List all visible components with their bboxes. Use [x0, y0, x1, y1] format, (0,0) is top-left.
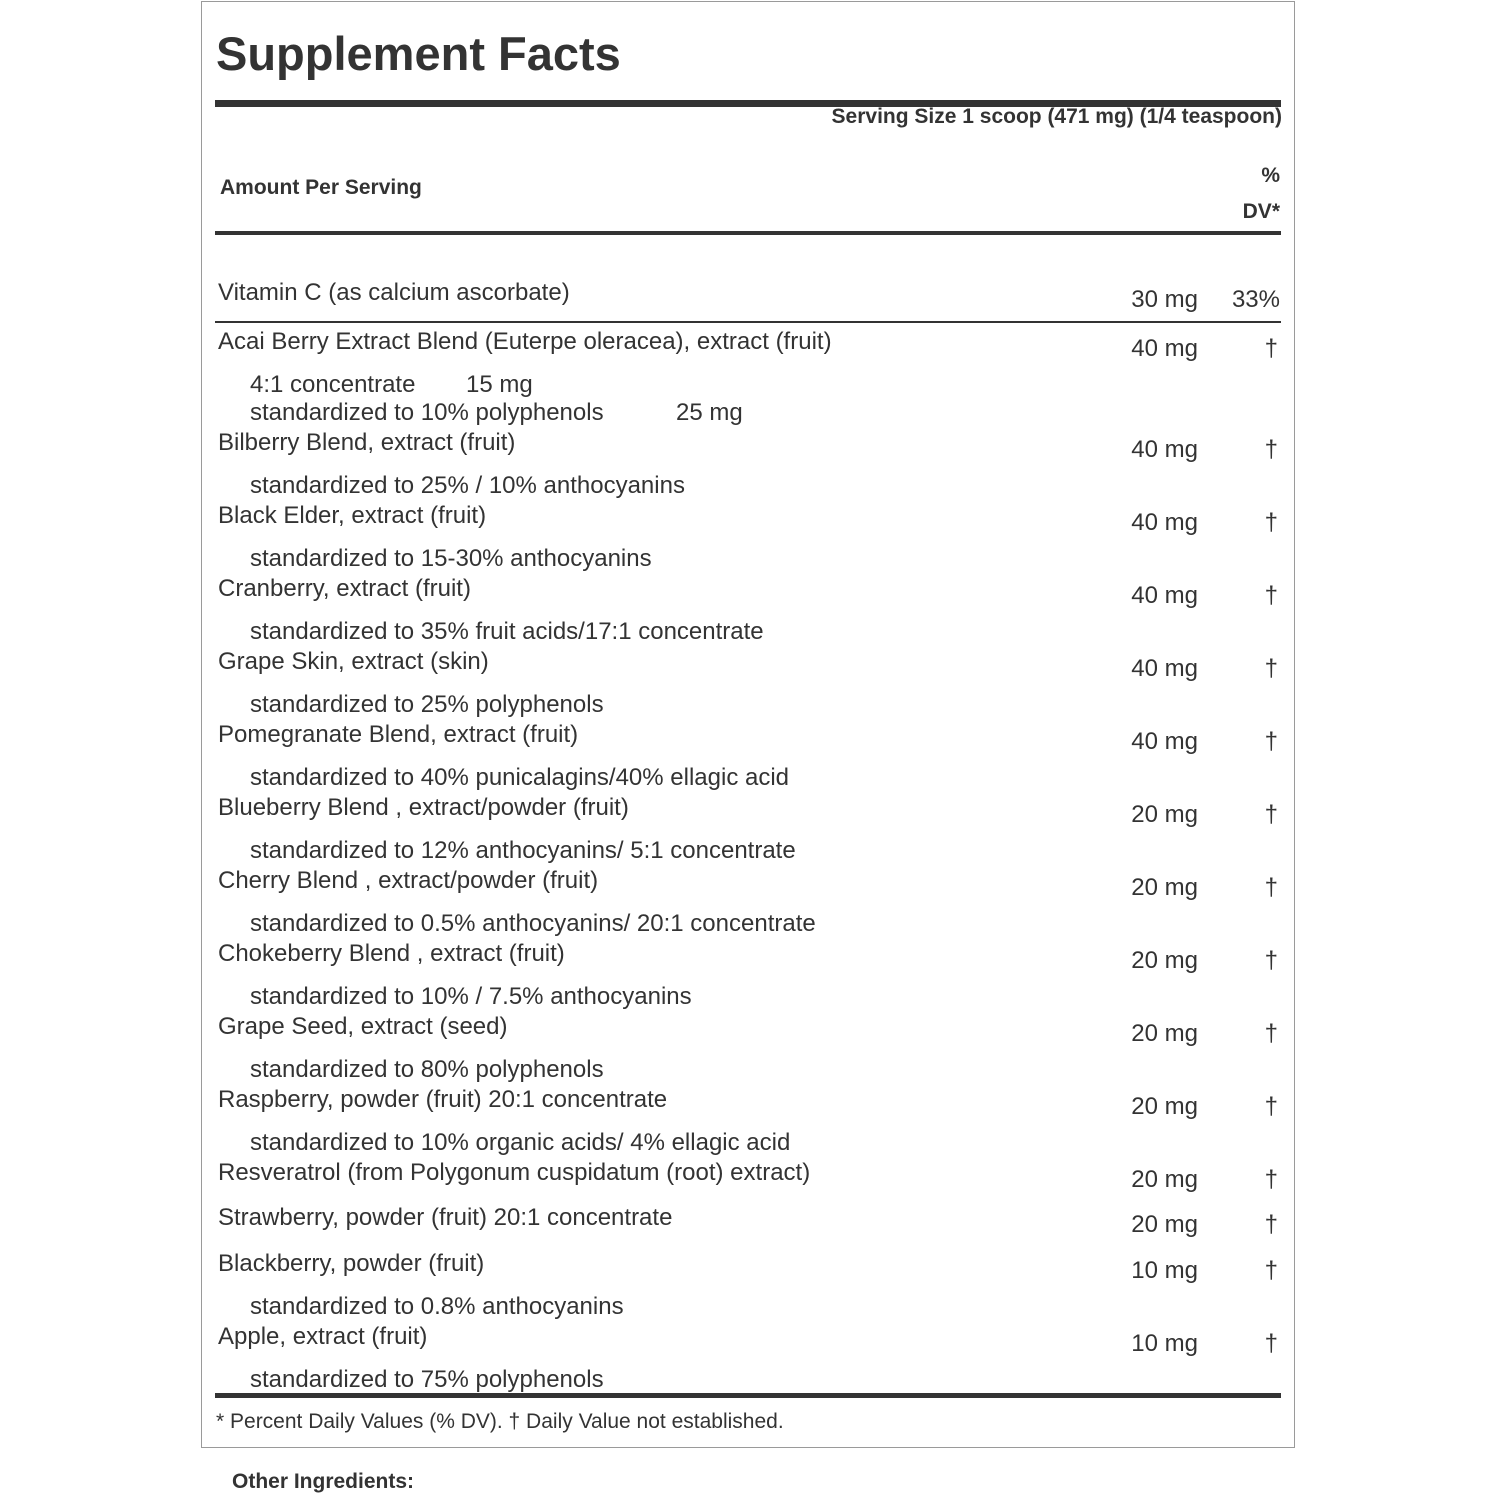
ingredient-note: standardized to 15-30% anthocyanins: [250, 545, 652, 572]
dv-header-percent: %: [1261, 164, 1280, 187]
ingredient-note: standardized to 25% / 10% anthocyanins: [250, 472, 685, 499]
ingredient-note: standardized to 25% polyphenols: [250, 691, 604, 718]
other-ingredients-label: Other Ingredients:: [232, 1470, 415, 1493]
ingredient-name: Cherry Blend , extract/powder (fruit): [218, 867, 599, 894]
dagger-icon: †: [1264, 1257, 1278, 1284]
amount-per-serving-label: Amount Per Serving: [220, 176, 422, 199]
ingredient-amount: 10 mg: [1131, 1257, 1198, 1284]
ingredient-note: standardized to 75% polyphenols: [250, 1366, 604, 1393]
dagger-icon: †: [1264, 1330, 1278, 1357]
dagger-icon: †: [1264, 1093, 1278, 1120]
ingredient-amount: 40 mg: [1131, 436, 1198, 463]
ingredient-amount-vitamin-c: 30 mg: [1131, 286, 1198, 313]
ingredient-name: Cranberry, extract (fruit): [218, 575, 471, 602]
dagger-icon: †: [1264, 509, 1278, 536]
ingredient-name: Resveratrol (from Polygonum cuspidatum (root) extract): [218, 1159, 811, 1186]
ingredient-name: Chokeberry Blend , extract (fruit): [218, 940, 565, 967]
ingredient-note: standardized to 0.8% anthocyanins: [250, 1293, 624, 1320]
ingredient-note: standardized to 80% polyphenols: [250, 1056, 604, 1083]
ingredient-amount: 40 mg: [1131, 728, 1198, 755]
ingredient-name: Raspberry, powder (fruit) 20:1 concentrate: [218, 1086, 668, 1113]
ingredient-name: Apple, extract (fruit): [218, 1323, 428, 1350]
vitamin-divider-rule: [215, 321, 1281, 323]
dagger-icon: †: [1264, 874, 1278, 901]
ingredient-note: standardized to 35% fruit acids/17:1 concentrate: [250, 618, 764, 645]
ingredient-amount: 40 mg: [1131, 582, 1198, 609]
dagger-icon: †: [1264, 1020, 1278, 1047]
daily-value-header: [1243, 158, 1280, 230]
ingredient-amount: 20 mg: [1131, 947, 1198, 974]
dagger-icon: †: [1264, 436, 1278, 463]
ingredient-note: standardized to 0.5% anthocyanins/ 20:1 concentrate: [250, 910, 816, 937]
ingredient-name: Grape Skin, extract (skin): [218, 648, 489, 675]
ingredient-dv-vitamin-c: 33%: [1231, 286, 1280, 313]
label-title: Supplement Facts: [216, 27, 621, 80]
dagger-icon: †: [1264, 335, 1278, 362]
ingredient-name: Bilberry Blend, extract (fruit): [218, 429, 516, 456]
ingredient-amount: 20 mg: [1131, 1166, 1198, 1193]
acai-sub-label-2: standardized to 10% polyphenols: [250, 399, 604, 426]
ingredient-amount: 20 mg: [1131, 1211, 1198, 1238]
footnote: * Percent Daily Values (% DV). † Daily Value not established.: [216, 1410, 784, 1433]
ingredient-amount: 20 mg: [1131, 1020, 1198, 1047]
ingredient-note: standardized to 10% organic acids/ 4% ellagic acid: [250, 1129, 791, 1156]
ingredient-name: Blackberry, powder (fruit): [218, 1250, 485, 1277]
ingredient-amount: 40 mg: [1131, 509, 1198, 536]
dagger-icon: †: [1264, 582, 1278, 609]
ingredient-amount: 20 mg: [1131, 1093, 1198, 1120]
dagger-icon: †: [1264, 947, 1278, 974]
ingredient-name-vitamin-c: Vitamin C (as calcium ascorbate): [218, 279, 570, 306]
ingredient-name: Blueberry Blend , extract/powder (fruit): [218, 794, 629, 821]
dagger-icon: †: [1264, 655, 1278, 682]
ingredient-name: Pomegranate Blend, extract (fruit): [218, 721, 579, 748]
dagger-icon: †: [1264, 801, 1278, 828]
dagger-icon: †: [1264, 1211, 1278, 1238]
dv-header-dv: DV*: [1242, 200, 1280, 223]
header-rule: [215, 231, 1281, 235]
bottom-thick-rule: [215, 1393, 1281, 1398]
ingredient-amount-acai: 40 mg: [1131, 335, 1198, 362]
ingredient-amount: 20 mg: [1131, 801, 1198, 828]
ingredient-name: Grape Seed, extract (seed): [218, 1013, 508, 1040]
dagger-icon: †: [1264, 1166, 1278, 1193]
acai-sub-value-1: 15 mg: [466, 371, 533, 398]
ingredient-name: Black Elder, extract (fruit): [218, 502, 487, 529]
ingredient-amount: 10 mg: [1131, 1330, 1198, 1357]
ingredient-note: standardized to 12% anthocyanins/ 5:1 concentrate: [250, 837, 796, 864]
ingredient-name: Strawberry, powder (fruit) 20:1 concentrate: [218, 1204, 673, 1231]
ingredient-note: standardized to 40% punicalagins/40% ellagic acid: [250, 764, 790, 791]
ingredient-amount: 20 mg: [1131, 874, 1198, 901]
ingredient-amount: 40 mg: [1131, 655, 1198, 682]
ingredient-name-acai: Acai Berry Extract Blend (Euterpe oleracea), extract (fruit): [218, 328, 832, 355]
ingredient-note: standardized to 10% / 7.5% anthocyanins: [250, 983, 692, 1010]
dagger-icon: †: [1264, 728, 1278, 755]
acai-sub-value-2: 25 mg: [676, 399, 743, 426]
acai-sub-label-1: 4:1 concentrate: [250, 371, 416, 398]
serving-size: Serving Size 1 scoop (471 mg) (1/4 teaspoon): [831, 105, 1282, 128]
